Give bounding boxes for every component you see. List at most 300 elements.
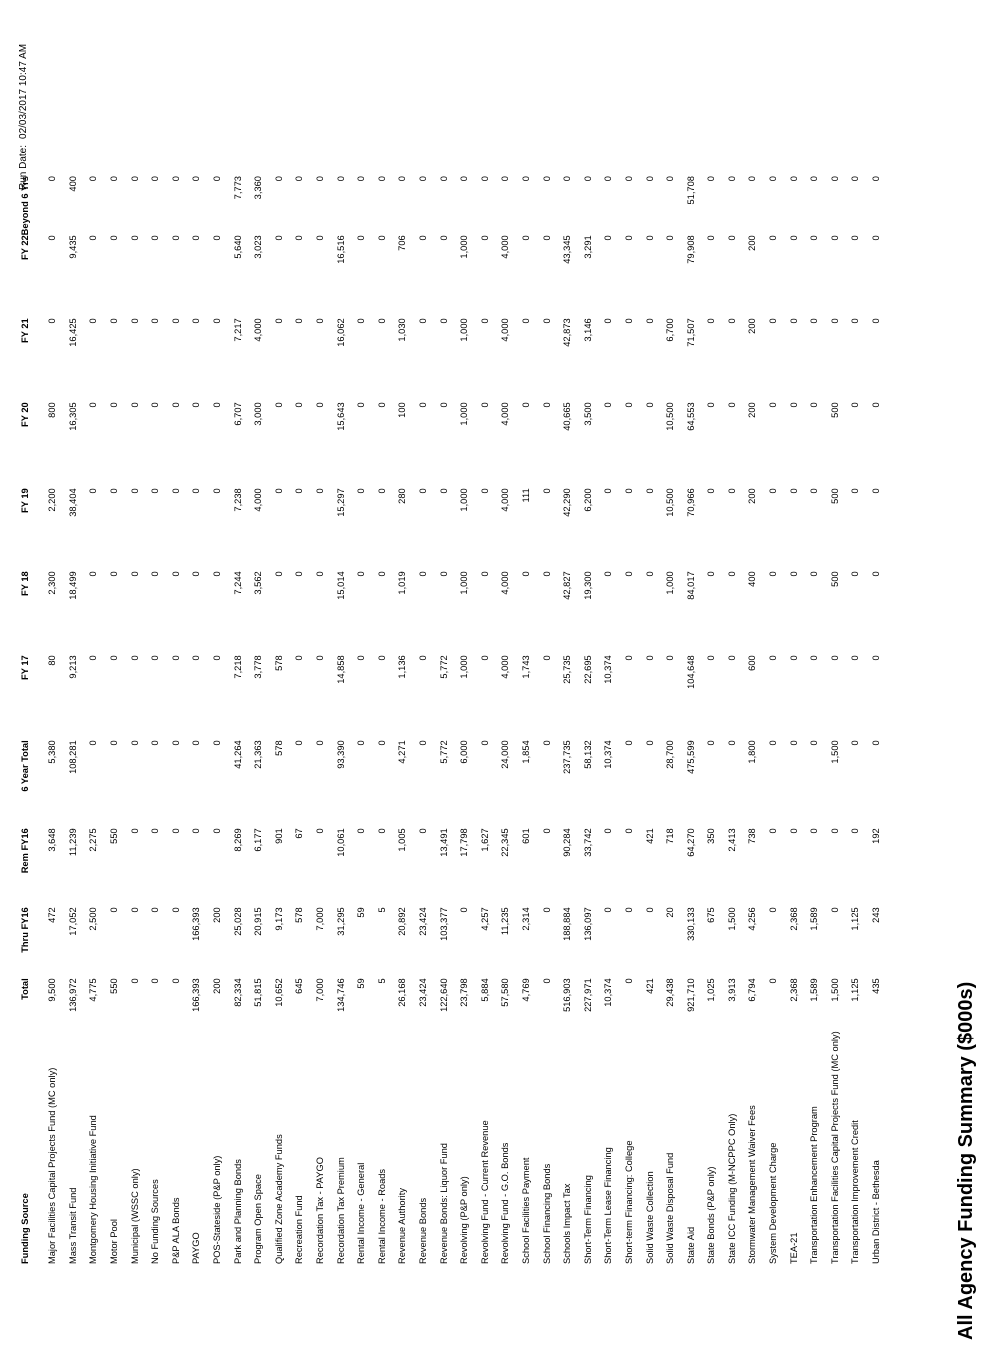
- amount-cell: 4,769: [520, 978, 531, 1002]
- amount-cell: 0: [809, 488, 820, 494]
- funding-source-cell: Solid Waste Collection: [644, 1171, 655, 1264]
- amount-cell: 0: [88, 740, 99, 746]
- funding-source-cell: Park and Planning Bonds: [232, 1159, 243, 1264]
- funding-source-cell: Program Open Space: [253, 1174, 264, 1264]
- funding-source-cell: Motor Pool: [109, 1219, 120, 1264]
- amount-cell: 0: [273, 488, 284, 494]
- amount-cell: 0: [212, 740, 223, 746]
- funding-source-cell: Revenue Bonds: Liquor Fund: [438, 1143, 449, 1264]
- amount-cell: 108,281: [67, 740, 78, 774]
- amount-cell: 1,000: [459, 235, 470, 259]
- amount-cell: 578: [273, 740, 284, 756]
- amount-cell: 0: [212, 318, 223, 324]
- amount-cell: 0: [129, 176, 140, 182]
- amount-cell: 57,580: [500, 978, 511, 1007]
- amount-cell: 0: [191, 318, 202, 324]
- amount-cell: 1,800: [747, 740, 758, 764]
- amount-cell: 29,438: [665, 978, 676, 1007]
- amount-cell: 1,500: [726, 907, 737, 931]
- amount-cell: 200: [747, 235, 758, 251]
- table-row: [124, 176, 145, 1264]
- table-row: [680, 176, 701, 1264]
- amount-cell: 0: [88, 176, 99, 182]
- amount-cell: 0: [850, 655, 861, 661]
- table-row: [454, 176, 475, 1264]
- amount-cell: 6,700: [665, 318, 676, 342]
- amount-cell: 6,200: [582, 488, 593, 512]
- table-row: [227, 176, 248, 1264]
- amount-cell: 0: [212, 828, 223, 834]
- amount-cell: 0: [356, 318, 367, 324]
- amount-cell: 0: [109, 655, 120, 661]
- funding-source-cell: PAYGO: [191, 1232, 202, 1264]
- amount-cell: 0: [129, 571, 140, 577]
- amount-cell: 166,393: [191, 907, 202, 941]
- amount-cell: 22,695: [582, 655, 593, 684]
- amount-cell: 0: [706, 571, 717, 577]
- amount-cell: 9,213: [67, 655, 78, 679]
- amount-cell: 3,360: [253, 176, 264, 200]
- amount-cell: 0: [603, 571, 614, 577]
- amount-cell: 0: [500, 176, 511, 182]
- amount-cell: 0: [150, 318, 161, 324]
- amount-cell: 10,374: [603, 740, 614, 769]
- column-header: Thru FY16: [20, 907, 30, 953]
- funding-source-cell: Montgomery Housing Initiative Fund: [88, 1115, 99, 1264]
- funding-source-cell: School Facilities Payment: [520, 1157, 531, 1264]
- amount-cell: 0: [170, 655, 181, 661]
- amount-cell: 40,665: [562, 402, 573, 431]
- table-header-row: [20, 176, 42, 1264]
- amount-cell: 15,014: [335, 571, 346, 600]
- amount-cell: 0: [644, 907, 655, 913]
- amount-cell: 5,640: [232, 235, 243, 259]
- amount-cell: 0: [356, 176, 367, 182]
- amount-cell: 0: [294, 571, 305, 577]
- amount-cell: 64,270: [685, 828, 696, 857]
- amount-cell: 4,000: [500, 402, 511, 426]
- report-title: All Agency Funding Summary ($000s): [955, 981, 977, 1340]
- amount-cell: 4,000: [500, 235, 511, 259]
- table-row: [289, 176, 310, 1264]
- amount-cell: 0: [603, 176, 614, 182]
- amount-cell: 0: [47, 176, 58, 182]
- funding-source-cell: Qualified Zone Academy Funds: [273, 1134, 284, 1264]
- amount-cell: 4,000: [500, 655, 511, 679]
- amount-cell: 0: [170, 176, 181, 182]
- amount-cell: 2,413: [726, 828, 737, 852]
- amount-cell: 59: [356, 907, 367, 918]
- table-row: [248, 176, 269, 1264]
- amount-cell: 0: [150, 828, 161, 834]
- amount-cell: 0: [109, 318, 120, 324]
- amount-cell: 227,971: [582, 978, 593, 1012]
- amount-cell: 24,000: [500, 740, 511, 769]
- amount-cell: 550: [109, 978, 120, 994]
- amount-cell: 0: [397, 176, 408, 182]
- amount-cell: 0: [726, 402, 737, 408]
- amount-cell: 0: [871, 655, 882, 661]
- table-row: [825, 176, 846, 1264]
- amount-cell: 67: [294, 828, 305, 839]
- amount-cell: 0: [871, 571, 882, 577]
- amount-cell: 578: [294, 907, 305, 923]
- amount-cell: 0: [438, 235, 449, 241]
- table-body: [42, 176, 886, 1264]
- amount-cell: 0: [170, 907, 181, 913]
- table-row: [63, 176, 84, 1264]
- amount-cell: 0: [150, 571, 161, 577]
- amount-cell: 188,884: [562, 907, 573, 941]
- amount-cell: 0: [623, 318, 634, 324]
- amount-cell: 601: [520, 828, 531, 844]
- amount-cell: 0: [623, 907, 634, 913]
- amount-cell: 1,500: [829, 978, 840, 1002]
- funding-source-cell: Urban District - Bethesda: [871, 1160, 882, 1264]
- amount-cell: 1,000: [459, 318, 470, 342]
- amount-cell: 0: [644, 176, 655, 182]
- amount-cell: 0: [809, 318, 820, 324]
- table-row: [845, 176, 866, 1264]
- funding-source-cell: Revolving Fund - Current Revenue: [479, 1120, 490, 1264]
- table-row: [166, 176, 187, 1264]
- amount-cell: 0: [356, 828, 367, 834]
- amount-cell: 3,291: [582, 235, 593, 259]
- amount-cell: 0: [706, 655, 717, 661]
- amount-cell: 0: [541, 402, 552, 408]
- amount-cell: 0: [623, 235, 634, 241]
- amount-cell: 1,000: [459, 402, 470, 426]
- amount-cell: 0: [294, 402, 305, 408]
- amount-cell: 0: [294, 176, 305, 182]
- amount-cell: 578: [273, 655, 284, 671]
- amount-cell: 0: [809, 740, 820, 746]
- amount-cell: 0: [88, 488, 99, 494]
- funding-source-cell: Major Facilities Capital Projects Fund (MC only): [47, 1067, 58, 1264]
- amount-cell: 2,368: [788, 907, 799, 931]
- funding-source-cell: No Funding Sources: [150, 1179, 161, 1264]
- column-header: FY 22: [20, 235, 30, 260]
- amount-cell: 1,500: [829, 740, 840, 764]
- amount-cell: 3,913: [726, 978, 737, 1002]
- amount-cell: 7,244: [232, 571, 243, 595]
- amount-cell: 16,425: [67, 318, 78, 347]
- amount-cell: 31,295: [335, 907, 346, 936]
- amount-cell: 0: [479, 488, 490, 494]
- amount-cell: 19,300: [582, 571, 593, 600]
- amount-cell: 0: [417, 488, 428, 494]
- amount-cell: 0: [768, 907, 779, 913]
- funding-source-cell: Revenue Bonds: [417, 1197, 428, 1264]
- amount-cell: 0: [706, 488, 717, 494]
- amount-cell: 0: [520, 402, 531, 408]
- amount-cell: 7,218: [232, 655, 243, 679]
- amount-cell: 0: [520, 235, 531, 241]
- amount-cell: 5,884: [479, 978, 490, 1002]
- amount-cell: 0: [109, 740, 120, 746]
- amount-cell: 0: [644, 402, 655, 408]
- amount-cell: 23,424: [417, 978, 428, 1007]
- amount-cell: 0: [541, 978, 552, 984]
- amount-cell: 0: [170, 318, 181, 324]
- amount-cell: 18,499: [67, 571, 78, 600]
- amount-cell: 10,500: [665, 402, 676, 431]
- table-row: [783, 176, 804, 1264]
- funding-source-cell: Rental Income - Roads: [376, 1168, 387, 1264]
- amount-cell: 0: [788, 402, 799, 408]
- funding-source-cell: Short-term Financing: College: [623, 1140, 634, 1264]
- table-row: [701, 176, 722, 1264]
- amount-cell: 0: [170, 235, 181, 241]
- amount-cell: 70,966: [685, 488, 696, 517]
- amount-cell: 921,710: [685, 978, 696, 1012]
- amount-cell: 0: [726, 488, 737, 494]
- amount-cell: 0: [479, 740, 490, 746]
- amount-cell: 82,334: [232, 978, 243, 1007]
- amount-cell: 41,264: [232, 740, 243, 769]
- amount-cell: 0: [768, 488, 779, 494]
- amount-cell: 0: [150, 740, 161, 746]
- amount-cell: 0: [871, 740, 882, 746]
- amount-cell: 0: [150, 655, 161, 661]
- amount-cell: 0: [315, 828, 326, 834]
- amount-cell: 200: [747, 318, 758, 334]
- amount-cell: 0: [623, 571, 634, 577]
- amount-cell: 0: [479, 176, 490, 182]
- amount-cell: 0: [376, 235, 387, 241]
- amount-cell: 0: [726, 571, 737, 577]
- amount-cell: 0: [109, 176, 120, 182]
- table-row: [330, 176, 351, 1264]
- amount-cell: 472: [47, 907, 58, 923]
- amount-cell: 0: [726, 176, 737, 182]
- amount-cell: 1,030: [397, 318, 408, 342]
- amount-cell: 136,972: [67, 978, 78, 1012]
- amount-cell: 3,648: [47, 828, 58, 852]
- funding-source-cell: State ICC Funding (M-NCPPC Only): [726, 1113, 737, 1264]
- amount-cell: 0: [129, 655, 140, 661]
- amount-cell: 0: [315, 318, 326, 324]
- amount-cell: 0: [191, 488, 202, 494]
- amount-cell: 1,000: [665, 571, 676, 595]
- amount-cell: 0: [212, 571, 223, 577]
- amount-cell: 0: [479, 655, 490, 661]
- amount-cell: 0: [603, 235, 614, 241]
- column-header-funding-source: Funding Source: [20, 1193, 30, 1264]
- amount-cell: 0: [726, 740, 737, 746]
- amount-cell: 100: [397, 402, 408, 418]
- amount-cell: 0: [109, 571, 120, 577]
- amount-cell: 0: [294, 318, 305, 324]
- amount-cell: 2,200: [47, 488, 58, 512]
- table-row: [269, 176, 290, 1264]
- amount-cell: 0: [850, 571, 861, 577]
- amount-cell: 7,238: [232, 488, 243, 512]
- amount-cell: 0: [129, 235, 140, 241]
- amount-cell: 4,271: [397, 740, 408, 764]
- column-header: Rem FY16: [20, 828, 30, 874]
- amount-cell: 500: [829, 402, 840, 418]
- amount-cell: 0: [788, 740, 799, 746]
- amount-cell: 0: [376, 655, 387, 661]
- amount-cell: 2,500: [88, 907, 99, 931]
- amount-cell: 0: [150, 235, 161, 241]
- table-row: [392, 176, 413, 1264]
- amount-cell: 200: [212, 907, 223, 923]
- amount-cell: 0: [294, 488, 305, 494]
- amount-cell: 1,000: [459, 488, 470, 512]
- amount-cell: 0: [520, 176, 531, 182]
- amount-cell: 0: [644, 235, 655, 241]
- amount-cell: 20,915: [253, 907, 264, 936]
- amount-cell: 2,314: [520, 907, 531, 931]
- amount-cell: 0: [768, 402, 779, 408]
- amount-cell: 0: [768, 318, 779, 324]
- amount-cell: 0: [582, 176, 593, 182]
- amount-cell: 42,873: [562, 318, 573, 347]
- amount-cell: 0: [768, 740, 779, 746]
- amount-cell: 9,435: [67, 235, 78, 259]
- funding-source-cell: POS-Stateside (P&P only): [212, 1155, 223, 1264]
- amount-cell: 0: [788, 235, 799, 241]
- amount-cell: 0: [109, 907, 120, 913]
- amount-cell: 11,235: [500, 907, 511, 936]
- amount-cell: 0: [273, 176, 284, 182]
- amount-cell: 1,136: [397, 655, 408, 679]
- amount-cell: 0: [109, 402, 120, 408]
- amount-cell: 0: [315, 402, 326, 408]
- amount-cell: 0: [788, 655, 799, 661]
- amount-cell: 25,735: [562, 655, 573, 684]
- amount-cell: 93,390: [335, 740, 346, 769]
- amount-cell: 0: [541, 907, 552, 913]
- amount-cell: 1,627: [479, 828, 490, 852]
- amount-cell: 58,132: [582, 740, 593, 769]
- amount-cell: 0: [315, 488, 326, 494]
- amount-cell: 0: [376, 402, 387, 408]
- amount-cell: 5,380: [47, 740, 58, 764]
- amount-cell: 0: [191, 571, 202, 577]
- amount-cell: 0: [273, 318, 284, 324]
- amount-cell: 1,000: [459, 571, 470, 595]
- amount-cell: 23,798: [459, 978, 470, 1007]
- amount-cell: 10,374: [603, 655, 614, 684]
- funding-source-cell: Revolving Fund - G.O. Bonds: [500, 1142, 511, 1264]
- amount-cell: 1,589: [809, 978, 820, 1002]
- amount-cell: 0: [129, 828, 140, 834]
- table-row: [372, 176, 393, 1264]
- funding-source-cell: Revenue Authority: [397, 1188, 408, 1264]
- amount-cell: 0: [212, 402, 223, 408]
- amount-cell: 0: [315, 655, 326, 661]
- amount-cell: 4,000: [500, 488, 511, 512]
- amount-cell: 0: [623, 655, 634, 661]
- funding-summary-table: [20, 176, 886, 1264]
- amount-cell: 738: [747, 828, 758, 844]
- amount-cell: 122,640: [438, 978, 449, 1012]
- table-row: [516, 176, 537, 1264]
- amount-cell: 0: [747, 176, 758, 182]
- amount-cell: 51,708: [685, 176, 696, 205]
- amount-cell: 28,700: [665, 740, 676, 769]
- amount-cell: 0: [376, 488, 387, 494]
- amount-cell: 0: [47, 318, 58, 324]
- amount-cell: 0: [829, 235, 840, 241]
- amount-cell: 0: [129, 318, 140, 324]
- amount-cell: 20,892: [397, 907, 408, 936]
- amount-cell: 0: [726, 235, 737, 241]
- amount-cell: 0: [356, 571, 367, 577]
- amount-cell: 1,125: [850, 978, 861, 1002]
- amount-cell: 0: [706, 176, 717, 182]
- amount-cell: 475,599: [685, 740, 696, 774]
- table-row: [866, 176, 887, 1264]
- column-header: FY 19: [20, 488, 30, 513]
- amount-cell: 0: [294, 235, 305, 241]
- funding-source-cell: System Development Charge: [768, 1142, 779, 1264]
- amount-cell: 0: [315, 571, 326, 577]
- amount-cell: 10,061: [335, 828, 346, 857]
- run-date-label: Run Date:: [18, 144, 29, 190]
- amount-cell: 42,290: [562, 488, 573, 517]
- amount-cell: 0: [88, 235, 99, 241]
- amount-cell: 1,005: [397, 828, 408, 852]
- amount-cell: 0: [809, 402, 820, 408]
- amount-cell: 0: [726, 318, 737, 324]
- amount-cell: 0: [788, 571, 799, 577]
- amount-cell: 0: [623, 828, 634, 834]
- amount-cell: 901: [273, 828, 284, 844]
- amount-cell: 0: [459, 907, 470, 913]
- funding-source-cell: Revolving (P&P only): [459, 1176, 470, 1264]
- amount-cell: 243: [871, 907, 882, 923]
- amount-cell: 0: [520, 571, 531, 577]
- amount-cell: 0: [438, 318, 449, 324]
- column-header: FY 17: [20, 655, 30, 680]
- amount-cell: 800: [47, 402, 58, 418]
- amount-cell: 4,000: [253, 318, 264, 342]
- amount-cell: 0: [170, 571, 181, 577]
- amount-cell: 38,404: [67, 488, 78, 517]
- amount-cell: 421: [644, 978, 655, 994]
- amount-cell: 0: [541, 176, 552, 182]
- table-row: [577, 176, 598, 1264]
- amount-cell: 5,772: [438, 740, 449, 764]
- amount-cell: 136,097: [582, 907, 593, 941]
- table-row: [104, 176, 125, 1264]
- amount-cell: 0: [829, 828, 840, 834]
- amount-cell: 33,742: [582, 828, 593, 857]
- funding-source-cell: Short-Term Financing: [582, 1175, 593, 1264]
- amount-cell: 0: [356, 655, 367, 661]
- amount-cell: 645: [294, 978, 305, 994]
- amount-cell: 0: [623, 978, 634, 984]
- amount-cell: 421: [644, 828, 655, 844]
- table-row: [495, 176, 516, 1264]
- amount-cell: 0: [623, 176, 634, 182]
- amount-cell: 13,491: [438, 828, 449, 857]
- amount-cell: 0: [850, 318, 861, 324]
- amount-cell: 0: [150, 176, 161, 182]
- amount-cell: 3,778: [253, 655, 264, 679]
- amount-cell: 0: [335, 176, 346, 182]
- amount-cell: 0: [273, 402, 284, 408]
- amount-cell: 0: [644, 318, 655, 324]
- amount-cell: 4,256: [747, 907, 758, 931]
- table-row: [433, 176, 454, 1264]
- amount-cell: 0: [788, 488, 799, 494]
- amount-cell: 8,269: [232, 828, 243, 852]
